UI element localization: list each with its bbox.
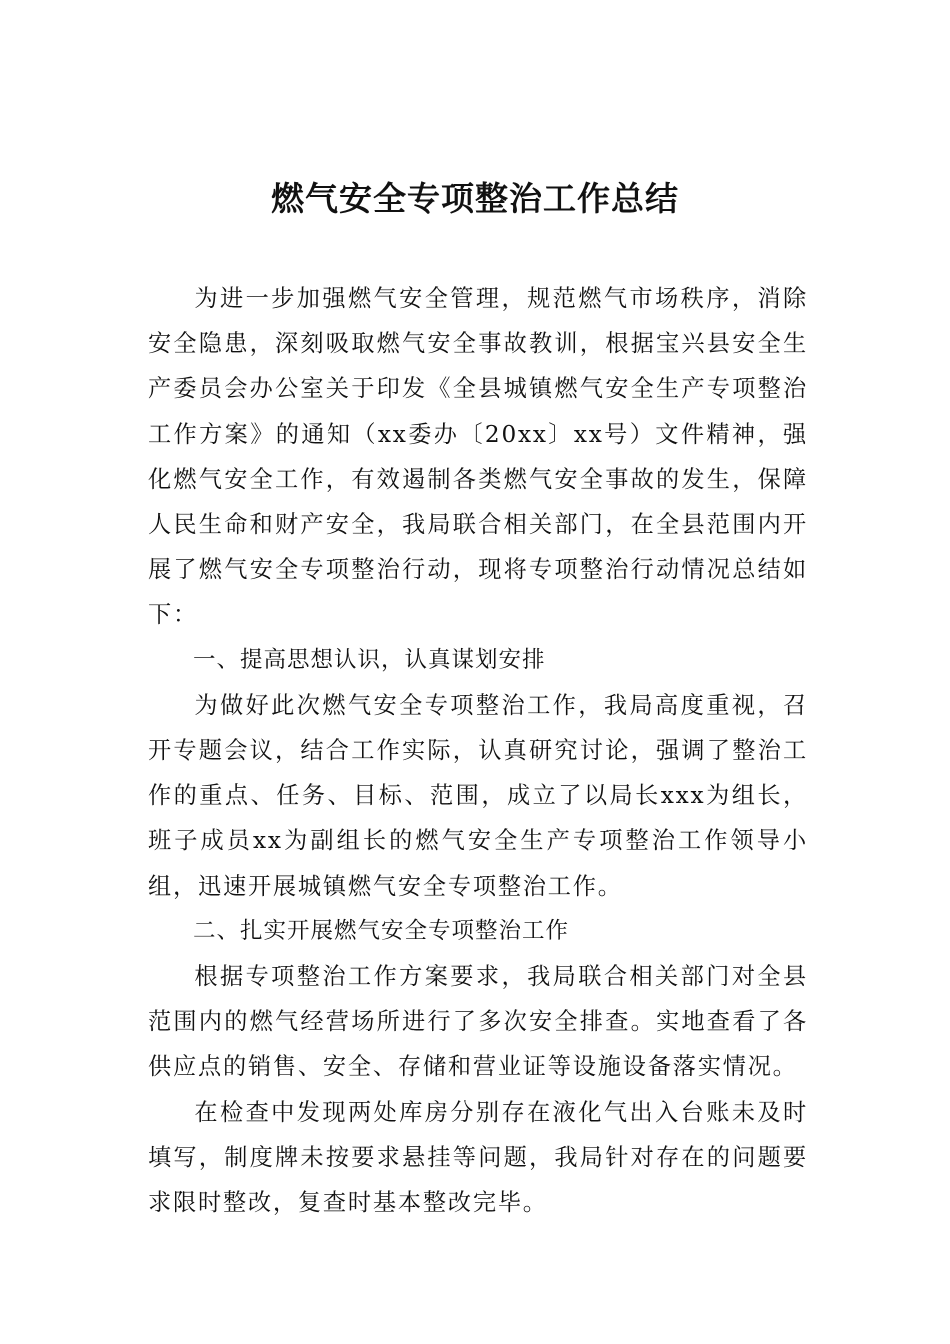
section-2-paragraph-1: 根据专项整治工作方案要求，我局联合相关部门对全县范围内的燃气经营场所进行了多次安全排查。实地查看了各供应点的销售、安全、存储和营业证等设施设备落实情况。 <box>148 963 808 1081</box>
section-1-paragraph: 为做好此次燃气安全专项整治工作，我局高度重视，召开专题会议，结合工作实际，认真研究讨论，强调了整治工作的重点、任务、目标、范围，成立了以局长xxx为组长，班子成员xx为副组长的燃气安全生产专项整治工作领导小组，迅速开展城镇燃气安全专项整治工作。 <box>148 691 808 900</box>
intro-paragraph: 为进一步加强燃气安全管理，规范燃气市场秩序，消除安全隐患，深刻吸取燃气安全事故教训，根据宝兴县安全生产委员会办公室关于印发《全县城镇燃气安全生产专项整治工作方案》的通知（xx委办〔20xx〕xx号）文件精神，强化燃气安全工作，有效遏制各类燃气安全事故的发生，保障人民生命和财产安全，我局联合相关部门，在全县范围内开展了燃气安全专项整治行动，现将专项整治行动情况总结如下： <box>148 285 808 629</box>
section-1-heading: 一、提高思想认识，认真谋划安排 <box>193 646 546 673</box>
section-2-heading: 二、扎实开展燃气安全专项整治工作 <box>193 917 570 944</box>
document-title: 燃气安全专项整治工作总结 <box>271 179 679 218</box>
document-body <box>148 276 808 1225</box>
section-2-paragraph-2: 在检查中发现两处库房分别存在液化气出入台账未及时填写，制度牌未按要求悬挂等问题，我局针对存在的问题要求限时整改，复查时基本整改完毕。 <box>148 1098 808 1217</box>
